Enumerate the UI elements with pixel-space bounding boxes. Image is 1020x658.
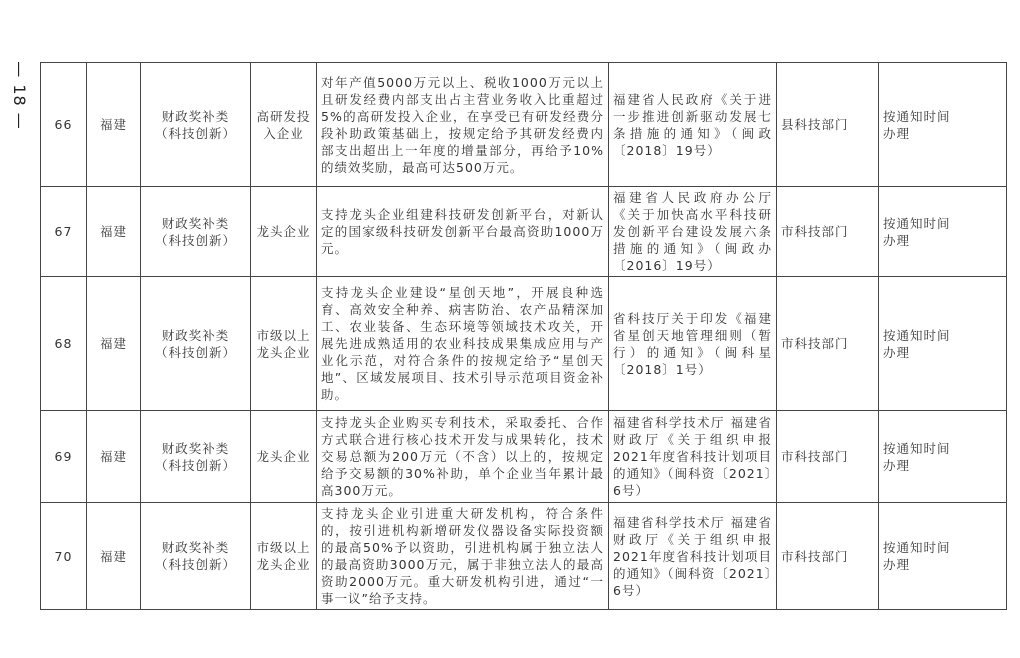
policy-table — [40, 62, 1007, 610]
policy-type-cell — [141, 187, 251, 277]
time-text: 按通知时间 办理 — [883, 108, 951, 141]
target-cell — [251, 187, 317, 277]
province-cell: 福建 — [87, 411, 141, 503]
policy-type-text: 财政奖补类 （科技创新） — [154, 327, 236, 360]
policy-type-text: 财政奖补类 （科技创新） — [154, 440, 236, 473]
department-cell: 市科技部门 — [777, 187, 879, 277]
source-cell: 福建省科学技术厅 福建省财政厅《关于组织申报2021年度省科技计划项目的通知》（闽科资〔2021〕6号） — [609, 503, 777, 610]
row-index: 69 — [41, 411, 87, 503]
time-cell — [879, 63, 1007, 187]
target-text: 龙头企业 — [256, 224, 311, 239]
source-cell: 省科技厅关于印发《福建省星创天地管理细则（暂行）的通知》（闽科星〔2018〕1号） — [609, 277, 777, 411]
table-row — [41, 187, 1007, 277]
target-cell — [251, 503, 317, 610]
source-cell: 福建省人民政府《关于进一步推进创新驱动发展七条措施的通知》（闽政〔2018〕19号） — [609, 63, 777, 187]
policy-type-text: 财政奖补类 （科技创新） — [154, 108, 236, 141]
department-cell: 市科技部门 — [777, 411, 879, 503]
table-row — [41, 277, 1007, 411]
content-cell: 支持龙头企业购买专利技术，采取委托、合作方式联合进行核心技术开发与成果转化，技术交易总额为200万元（不含）以上的，按规定给予交易额的30%补助，单个企业当年累计最高300万元。 — [317, 411, 609, 503]
policy-type-cell — [141, 411, 251, 503]
content-cell: 对年产值5000万元以上、税收1000万元以上且研发经费内部支出占主营业务收入比重超过5%的高研发投入企业，在享受已有研发经费分段补助政策基础上，按规定给予其研发经费内部支出超出上一年度的增量部分，再给予10%的绩效奖励，最高可达500万元。 — [317, 63, 609, 187]
department-cell: 市科技部门 — [777, 503, 879, 610]
department-cell: 县科技部门 — [777, 63, 879, 187]
target-cell — [251, 277, 317, 411]
province-cell: 福建 — [87, 187, 141, 277]
time-cell — [879, 411, 1007, 503]
policy-type-cell — [141, 503, 251, 610]
time-text: 按通知时间 办理 — [883, 327, 951, 360]
row-index: 66 — [41, 63, 87, 187]
time-text: 按通知时间 办理 — [883, 440, 951, 473]
province-cell: 福建 — [87, 503, 141, 610]
policy-type-cell — [141, 63, 251, 187]
row-index: 70 — [41, 503, 87, 610]
content-cell: 支持龙头企业引进重大研发机构，符合条件的，按引进机构新增研发仪器设备实际投资额的最高50%予以资助，引进机构属于独立法人的最高资助3000万元，属于非独立法人的最高资助2000万元。重大研发机构引进，通过“一事一议”给予支持。 — [317, 503, 609, 610]
target-text: 市级以上 龙头企业 — [256, 327, 311, 360]
content-cell: 支持龙头企业建设“星创天地”，开展良种选育、高效安全种养、病害防治、农产品精深加工、农业装备、生态环境等领域技术攻关，开展先进成熟适用的农业科技成果集成应用与产业化示范，对符合条件的按规定给予“星创天地”、区域发展项目、技术引导示范项目资金补助。 — [317, 277, 609, 411]
time-cell — [879, 277, 1007, 411]
page-number-text: — 18 — — [9, 60, 29, 130]
table-row — [41, 411, 1007, 503]
table-row — [41, 63, 1007, 187]
target-cell — [251, 411, 317, 503]
policy-type-text: 财政奖补类 （科技创新） — [154, 540, 236, 572]
target-text: 高研发投 入企业 — [256, 108, 311, 141]
province-cell: 福建 — [87, 277, 141, 411]
target-text: 市级以上 龙头企业 — [256, 540, 311, 572]
target-text: 龙头企业 — [256, 449, 311, 464]
policy-type-cell — [141, 277, 251, 411]
policy-type-text: 财政奖补类 （科技创新） — [154, 215, 236, 248]
content-cell: 支持龙头企业组建科技研发创新平台，对新认定的国家级科技研发创新平台最高资助1000万元。 — [317, 187, 609, 277]
province-cell: 福建 — [87, 63, 141, 187]
time-text: 按通知时间 办理 — [883, 540, 951, 572]
source-cell: 福建省科学技术厅 福建省财政厅《关于组织申报2021年度省科技计划项目的通知》（闽科资〔2021〕6号） — [609, 411, 777, 503]
department-cell: 市科技部门 — [777, 277, 879, 411]
page-number — [6, 60, 32, 130]
table-row — [41, 503, 1007, 610]
row-index: 68 — [41, 277, 87, 411]
target-cell — [251, 63, 317, 187]
time-cell — [879, 503, 1007, 610]
source-cell: 福建省人民政府办公厅《关于加快高水平科技研发创新平台建设发展六条措施的通知》（闽政办〔2016〕19号） — [609, 187, 777, 277]
time-cell — [879, 187, 1007, 277]
time-text: 按通知时间 办理 — [883, 215, 951, 248]
row-index: 67 — [41, 187, 87, 277]
